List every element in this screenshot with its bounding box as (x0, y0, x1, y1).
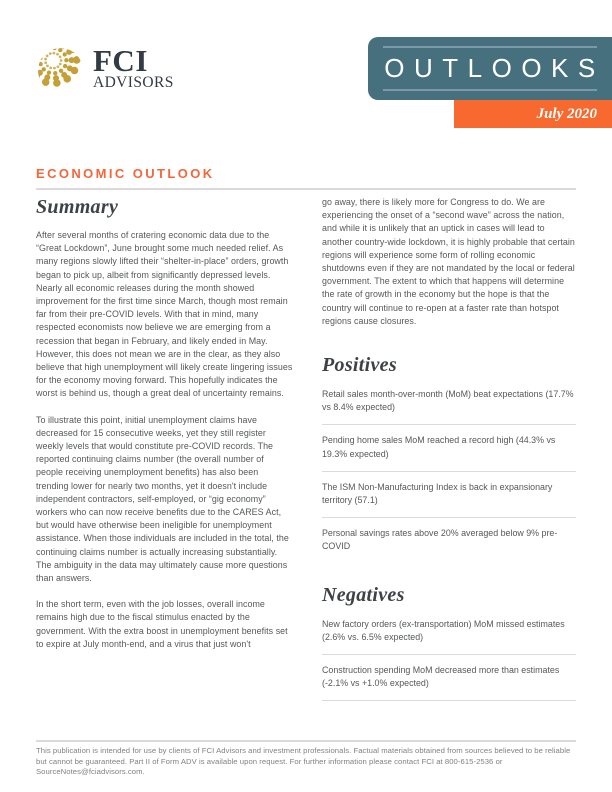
footer-disclaimer: This publication is intended for use by clients of FCI Advisors and investment professionals. Factual materials obtained from sources believed to be reliable but cannot be guaranteed. Part II of Form ADV is available upon request. For further information please contact FCI at 800-615-2536 or SourceNotes@fciadvisors.com. (36, 746, 571, 777)
positive-item: Retail sales month-over-month (MoM) beat expectations (17.7% vs 8.4% expected) (322, 379, 576, 425)
right-column (322, 196, 576, 701)
negative-item: New factory orders (ex-transportation) MoM missed estimates (2.6% vs. 6.5% expected) (322, 609, 576, 655)
footer-rule (36, 740, 576, 742)
positive-item: Personal savings rates above 20% averaged below 9% pre-COVID (322, 528, 558, 552)
section-title-rule (36, 188, 576, 190)
banner-title: OUTLOOKS (384, 53, 605, 83)
date-badge: July 2020 (454, 100, 612, 128)
negatives-heading: Negatives (322, 583, 405, 606)
summary-paragraph-3: In the short term, even with the job losses, overall income remains high due to the fiscal stimulus enacted by the government. With the extra boost in unemployment benefits set to expire at July month-end, and a virus that just won't (36, 599, 288, 649)
section-title: ECONOMIC OUTLOOK (36, 166, 215, 181)
summary-heading: Summary (36, 196, 119, 218)
positive-item: The ISM Non-Manufacturing Index is back in expansionary territory (57.1) (322, 472, 576, 518)
summary-paragraph-1: After several months of cratering economic data due to the “Great Lockdown”, June brought some much needed relief. As many regions slowly lifted their “shelter-in-place” orders, growth began to pick up, albeit from significantly depressed levels. Nearly all economic releases during the month showed improvement for the first time since March, though most remain far from their pre-COVID levels. With that in mind, many respected economists now believe we are emerging from a recession that began in February, and likely ended in May. However, this does not mean we are in the clear, as they also believe that high unemployment will likely create lingering issues for the economy moving forward. This hopefully indicates the worst is behind us, though a great deal of uncertainty remains. (36, 230, 293, 399)
negative-item: Construction spending MoM decreased more than estimates (-2.1% vs +1.0% expected) (322, 655, 576, 701)
globe-icon (37, 47, 84, 94)
negatives-list (322, 609, 576, 702)
left-column (36, 196, 293, 664)
outlooks-banner (368, 37, 612, 100)
summary-paragraph-2: To illustrate this point, initial unemployment claims have decreased for 15 consecutive weeks, yet they still register weekly levels that would constitute pre-COVID records. The reported continuing claims number (the overall number of people receiving unemployment benefits) has also been trending lower for nearly two months, yet it doesn't include independent contractors, self-employed, or “gig economy” workers who can now receive benefits due to the CARES Act, but would have otherwise been ineligible for unemployment assistance. When those individuals are included in the total, the continuing claims number is actually increasing substantially. The ambiguity in the data may ultimately cause more questions than answers. (36, 414, 289, 584)
banner-rule-bottom (383, 89, 597, 91)
positives-heading: Positives (322, 354, 397, 377)
outlooks-banner-inner (375, 46, 604, 91)
positive-item: Pending home sales MoM reached a record high (44.3% vs 19.3% expected) (322, 425, 576, 471)
fci-logo (37, 43, 174, 94)
brand-text (93, 43, 174, 92)
brand-subname: ADVISORS (93, 74, 174, 91)
brand-name: FCI (93, 43, 148, 78)
positives-list (322, 379, 576, 564)
summary-continuation: go away, there is likely more for Congress to do. We are experiencing the onset of a “second wave” across the nation, and while it is unlikely that an uptick in cases will lead to another country-wide lockdown, it is highly probable that certain regions will experience some form of rolling economic shutdowns even if they are not mandated by the local or federal government. The extent to which that happens will determine the rate of growth in the economy but the hope is that the country will continue to re-open at a faster rate than hotspot regions cause closures. (322, 197, 575, 326)
banner-rule-top (383, 46, 597, 48)
